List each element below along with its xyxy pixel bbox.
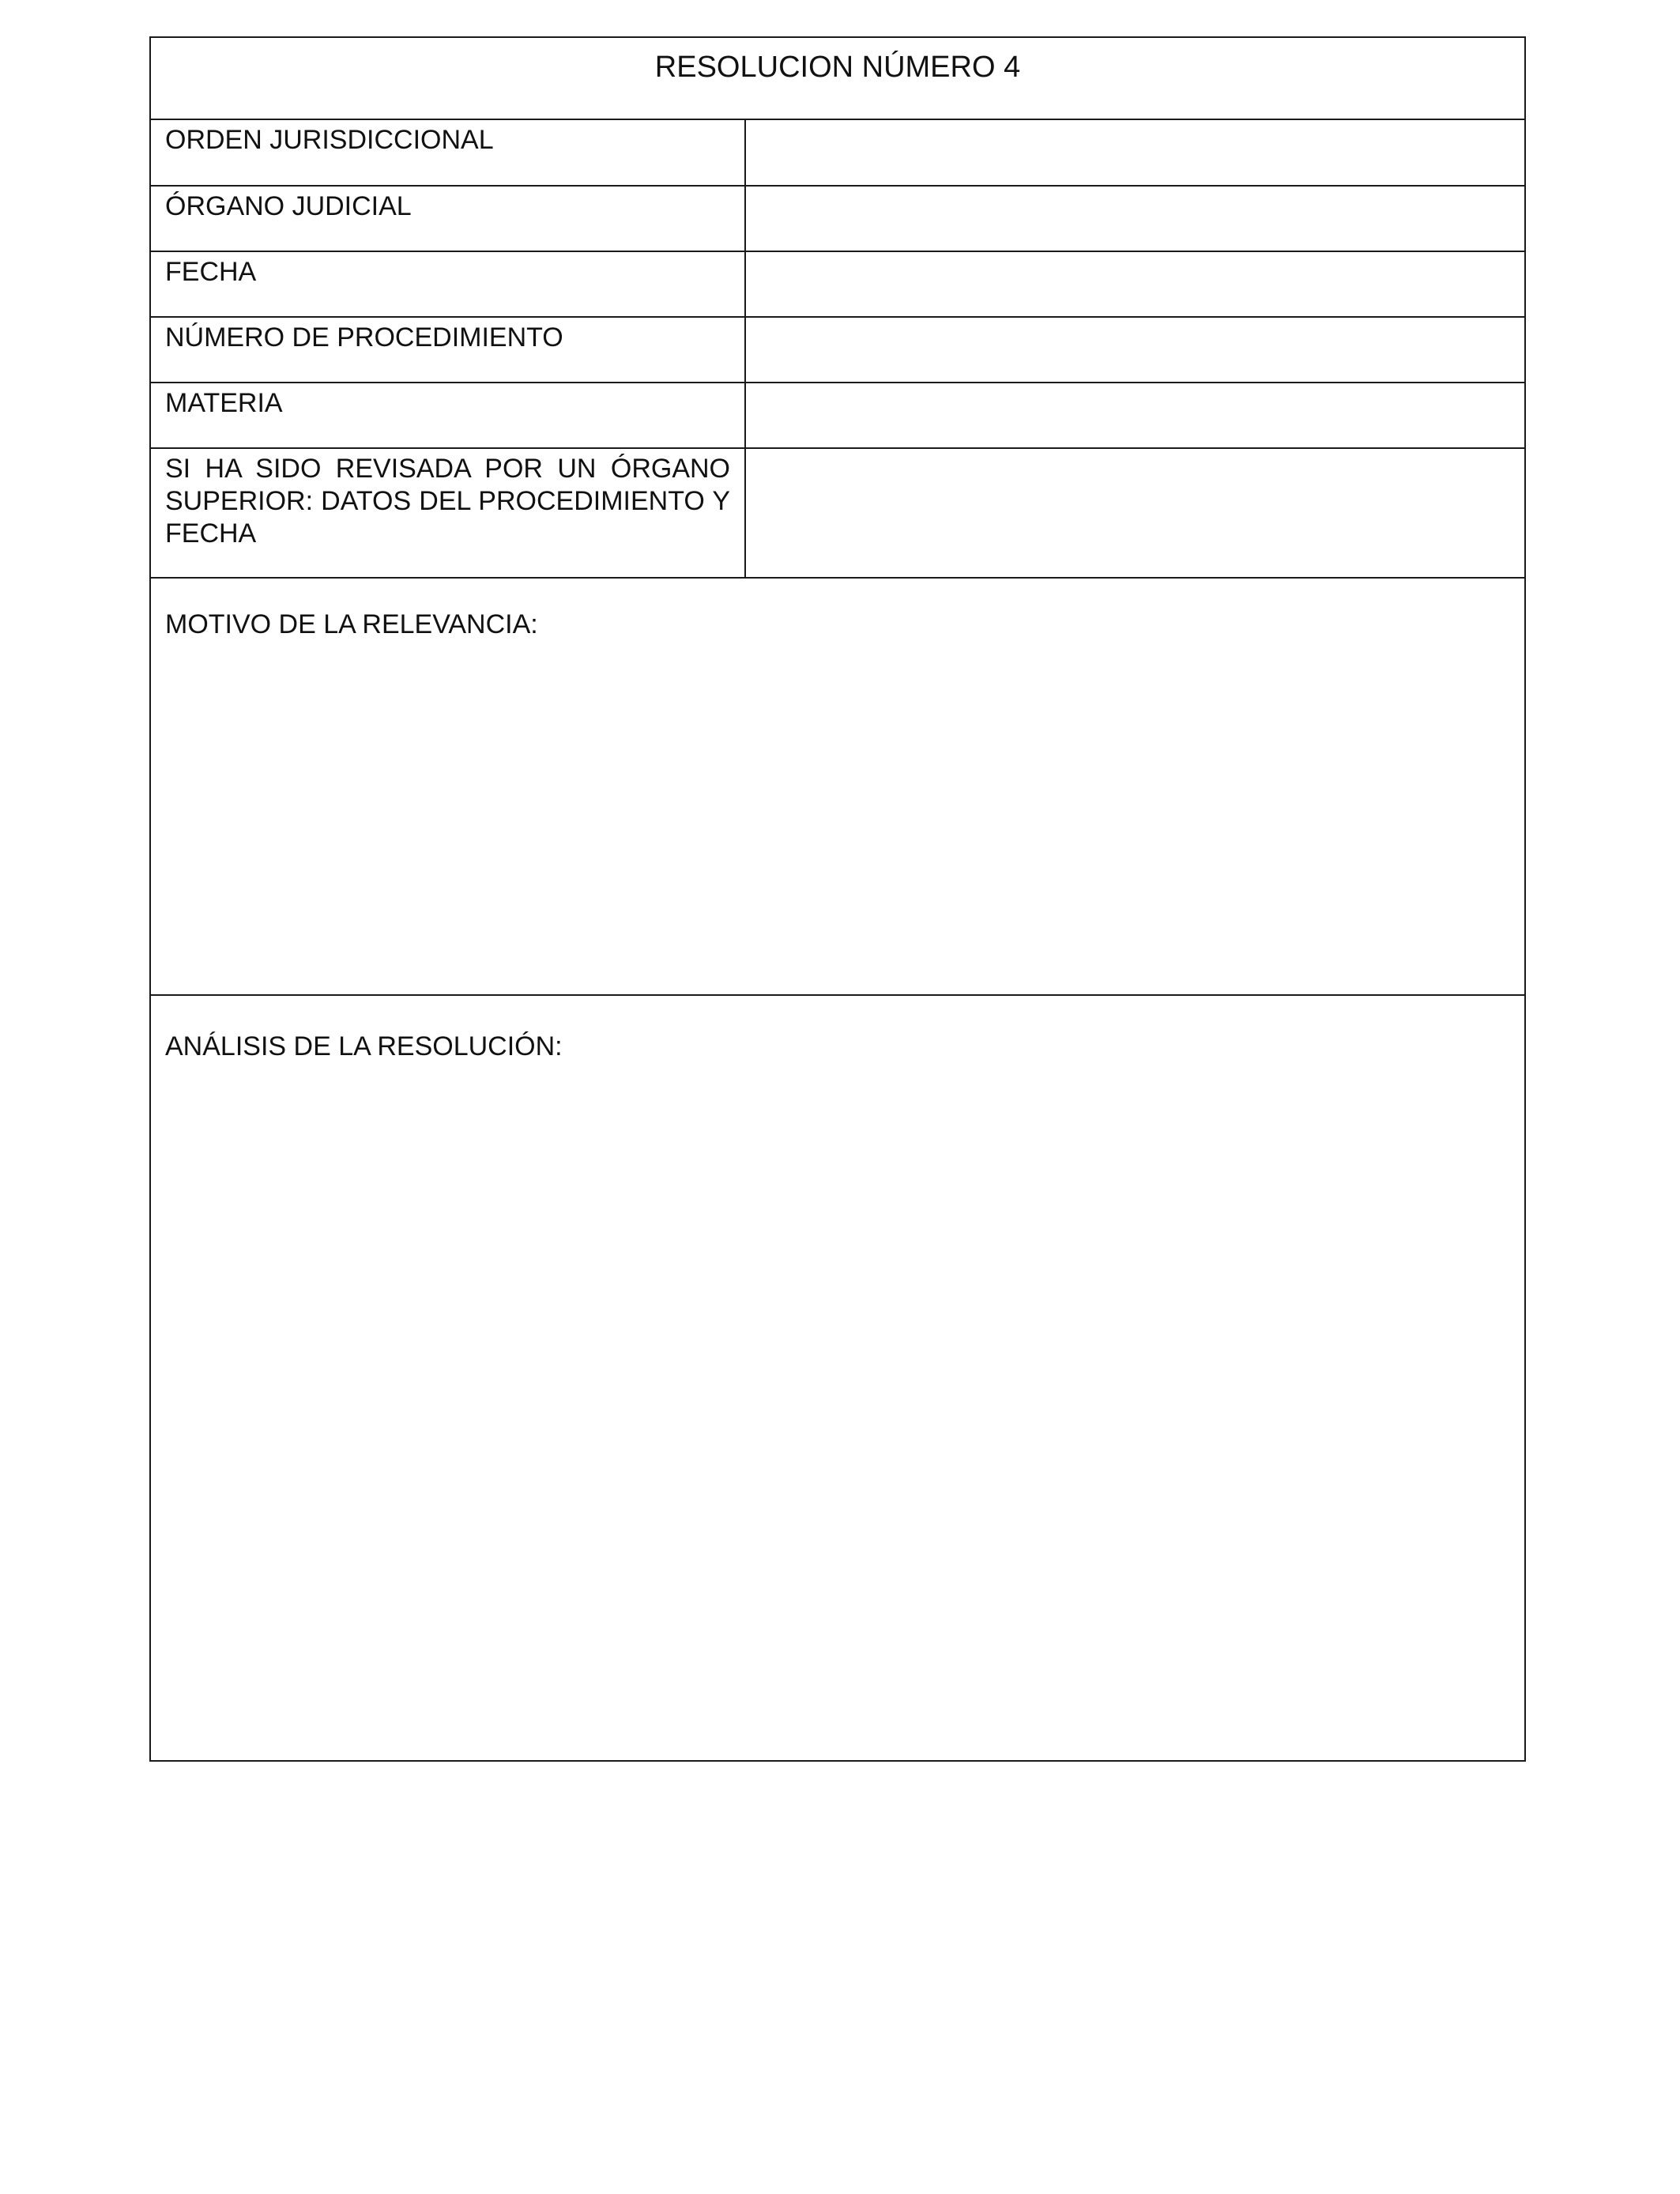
field-label: NÚMERO DE PROCEDIMIENTO	[151, 318, 746, 382]
section-motivo-relevancia[interactable]	[151, 579, 1524, 996]
field-label: ORDEN JURISDICCIONAL	[151, 120, 746, 185]
field-value-materia[interactable]	[746, 383, 1524, 447]
field-value-revision-organo-superior[interactable]	[746, 449, 1524, 577]
field-label: FECHA	[151, 252, 746, 316]
field-row-orden-jurisdiccional	[151, 120, 1524, 187]
field-value-orden-jurisdiccional[interactable]	[746, 120, 1524, 185]
field-label: ÓRGANO JUDICIAL	[151, 187, 746, 251]
field-value-organo-judicial[interactable]	[746, 187, 1524, 251]
field-label: SI HA SIDO REVISADA POR UN ÓRGANO SUPERIOR: DATOS DEL PROCEDIMIENTO Y FECHA	[151, 449, 746, 577]
field-value-fecha[interactable]	[746, 252, 1524, 316]
field-row-fecha	[151, 252, 1524, 318]
section-label-analisis: ANÁLISIS DE LA RESOLUCIÓN:	[165, 1031, 563, 1061]
section-analisis-resolucion[interactable]	[151, 996, 1524, 1760]
field-row-materia	[151, 383, 1524, 449]
resolution-form	[149, 36, 1526, 1762]
field-label: MATERIA	[151, 383, 746, 447]
field-value-numero-procedimiento[interactable]	[746, 318, 1524, 382]
field-row-organo-judicial	[151, 187, 1524, 252]
field-row-revision-organo-superior	[151, 449, 1524, 579]
field-row-numero-procedimiento	[151, 318, 1524, 383]
section-label-motivo: MOTIVO DE LA RELEVANCIA:	[165, 609, 538, 639]
form-title: RESOLUCION NÚMERO 4	[151, 38, 1524, 120]
